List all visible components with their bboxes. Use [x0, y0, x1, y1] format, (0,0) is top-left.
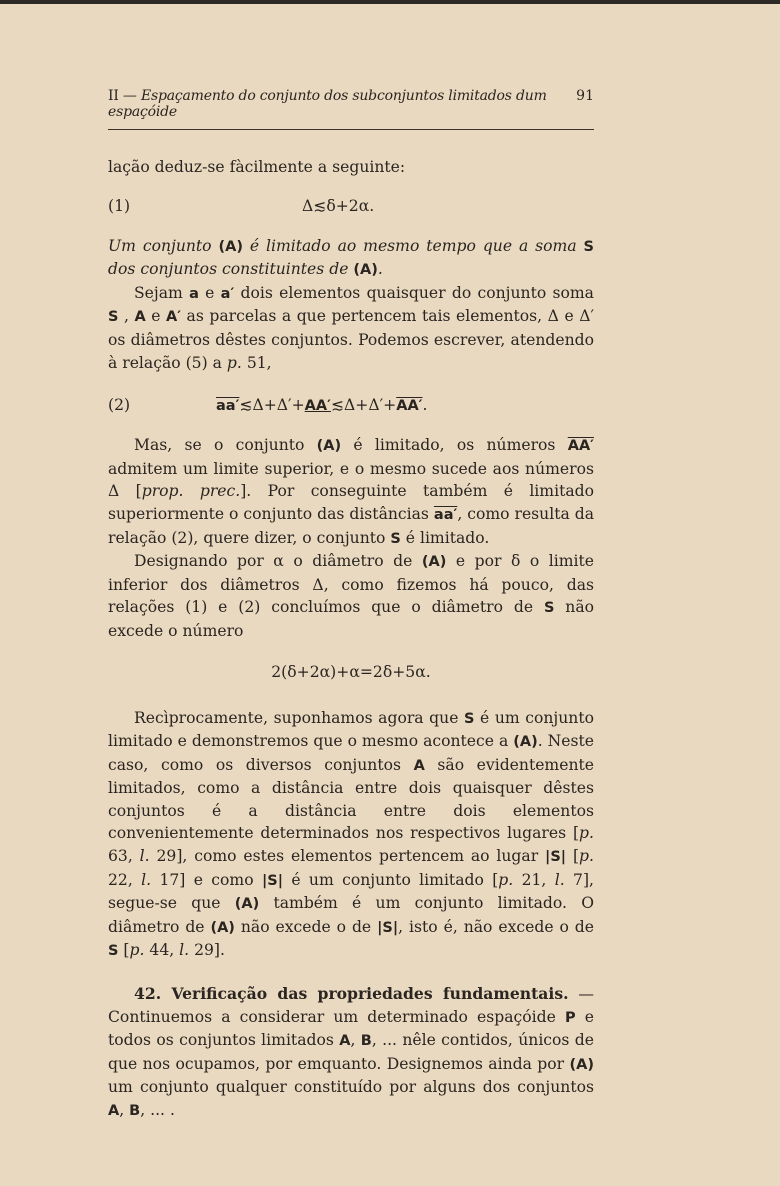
p5-text: 21, — [513, 870, 555, 889]
p5-text: , isto é, não excede o de — [398, 917, 594, 936]
eq2-distance-aa: aa′ — [216, 398, 240, 415]
header-chapter-title: — Espaçamento do conjunto dos subconjuntos limitados dum espaçóide — [108, 88, 547, 120]
p3-text: , como resulta da relação (2), quere dizer, o conjunto — [108, 504, 594, 547]
page-top-edge — [0, 0, 780, 4]
eq1-rest: ≲δ+2α. — [313, 196, 375, 215]
eq2-upper-distance: AA′ — [396, 398, 423, 415]
s42-text: um conjunto qualquer constituído por alguns dos conjuntos — [108, 1078, 594, 1097]
header-title — [108, 88, 576, 120]
p5-bold: |S| — [377, 919, 399, 936]
p3-text: é limitado, os números — [341, 436, 568, 455]
p3-text: Mas, se o conjunto — [134, 436, 317, 455]
p5-bold: S — [108, 943, 119, 960]
p2-text: e — [145, 307, 166, 326]
p5-text: [ — [118, 941, 130, 960]
equation-1 — [108, 195, 594, 217]
p2-bold: S — [108, 309, 119, 326]
paragraph-1: lação deduz-se fàcilmente a seguinte: — [108, 158, 406, 176]
p2-text: , — [118, 307, 135, 326]
p5-text: 44, — [144, 941, 180, 960]
s42-text: , ... . — [140, 1101, 175, 1119]
p3-distance: AA′ — [567, 438, 594, 455]
p4-bold: S — [543, 600, 555, 617]
eq2-text: ≲Δ+Δ′+ — [239, 396, 305, 415]
p5-bold: S — [464, 710, 475, 727]
s42-bold: A — [339, 1033, 351, 1050]
p5-text: também é um conjunto limitado. O diâmetro de — [108, 894, 594, 936]
p5-text: . Neste caso, como os diversos conjuntos — [108, 732, 594, 774]
paragraph-3 — [108, 434, 594, 550]
p5-text: são evidentemente limitados, como a distância entre dois quaisquer dêstes conjuntos é a distância entre dois elementos convenientemente determinados nos respectivos lugares [ — [108, 755, 594, 843]
book-page — [108, 88, 594, 1123]
equation-2-body — [216, 394, 427, 417]
p3-bold: S — [390, 530, 401, 547]
p2-text: dois elementos quaisquer do conjunto soma — [234, 283, 594, 302]
p4-bold: (A) — [421, 554, 447, 571]
paragraph-2 — [108, 282, 594, 374]
thm-part: . — [377, 260, 383, 279]
p5-bold: (A) — [234, 896, 260, 913]
p5-bold: |S| — [261, 872, 283, 889]
p5-ref: p. — [498, 870, 514, 889]
p3-ref: prop. prec. — [141, 482, 241, 501]
section-title: Verificação das propriedades fundamentais. — [161, 984, 569, 1004]
p5-text: 22, — [108, 870, 142, 889]
p5-ref: l. — [554, 870, 565, 889]
p5-bold: (A) — [210, 919, 235, 936]
p5-text: é um conjunto limitado [ — [283, 870, 499, 889]
p5-bold: |S| — [545, 849, 567, 866]
paragraph-5 — [108, 707, 594, 964]
p5-ref: l. — [139, 847, 150, 866]
p5-ref: l. — [179, 941, 190, 960]
p3-text: é limitado. — [400, 528, 490, 547]
p4-text: não excede o número — [108, 598, 595, 640]
header-chapter-number: II — [108, 88, 119, 104]
s42-text: , — [119, 1101, 130, 1119]
p5-ref: p. — [129, 941, 145, 960]
p5-text: Recìprocamente, suponhamos agora que — [134, 708, 465, 727]
thm-part: Um conjunto — [108, 236, 219, 255]
p2-bold: A′ — [165, 309, 182, 326]
p5-ref: l. — [141, 870, 152, 889]
s42-text: , — [350, 1031, 361, 1050]
p5-text: é um conjunto limitado e demonstremos que o mesmo acontece a — [108, 708, 594, 751]
p2-bold: A — [134, 309, 146, 326]
p2-text: Sejam — [134, 283, 190, 302]
eq1-delta: Δ — [302, 196, 314, 215]
equation-2 — [108, 394, 594, 416]
p2-bold: a — [189, 285, 199, 302]
equation-2-number: (2) — [108, 396, 131, 415]
p5-text: 63, — [108, 847, 140, 866]
p5-text: não excede o de — [234, 917, 378, 936]
s42-bold: B — [129, 1103, 141, 1119]
p5-text: 29], como estes elementos pertencem ao lugar — [149, 847, 546, 866]
paragraph-4 — [108, 550, 594, 642]
eq2-text: . — [422, 396, 428, 415]
p3-text: admitem um limite superior, e o mesmo sucede aos números Δ [ — [108, 459, 594, 501]
s42-text: , ... nêle contidos, únicos de que nos ocupamos, por emquanto. Designemos ainda por — [108, 1031, 594, 1073]
theorem-statement — [108, 235, 594, 282]
thm-set-S: S — [583, 238, 594, 255]
p4-text: Designando por α o diâmetro de — [134, 552, 422, 571]
eq2-lower-distance: AA′ — [304, 398, 331, 415]
p5-text: 17] e como — [151, 870, 262, 889]
p5-bold: (A) — [513, 734, 538, 751]
s42-text: — Continuemos a considerar um determinado espaçóide — [108, 985, 594, 1026]
equation-1-body — [302, 195, 374, 217]
s42-bold: B — [360, 1033, 372, 1050]
thm-part: dos conjuntos constituintes de — [108, 260, 354, 279]
p2-text: e — [198, 283, 221, 302]
p5-ref: p. — [579, 847, 594, 866]
p5-text: 7], segue-se que — [108, 870, 595, 913]
s42-bold: (A) — [569, 1056, 594, 1073]
section-number: 42. — [134, 984, 162, 1004]
running-header — [108, 88, 594, 130]
p5-bold: A — [413, 757, 425, 774]
thm-set-A: (A) — [218, 238, 243, 255]
p5-ref: p. — [579, 824, 594, 843]
s42-bold: P — [565, 1009, 576, 1026]
p3-text: ]. Por conseguinte também é limitado superiormente o conjunto das distâncias — [108, 482, 595, 523]
s42-text: e todos os conjuntos limitados — [108, 1007, 594, 1050]
equation-3: 2(δ+2α)+α=2δ+5α. — [271, 662, 431, 681]
p5-text: 29]. — [189, 941, 225, 960]
p3-bold: (A) — [316, 438, 342, 455]
thm-part: é limitado ao mesmo tempo que a soma — [242, 236, 584, 255]
p2-text: as parcelas a que pertencem tais elementos, Δ e Δ′ os diâmetros dêstes conjuntos. Podemos escrever, atendendo à relação (5) a — [108, 307, 595, 372]
section-42 — [108, 983, 594, 1123]
p5-text: [ — [566, 847, 580, 866]
p3-distance: aa′ — [433, 506, 458, 523]
p2-bold: a′ — [220, 285, 235, 302]
s42-bold: A — [108, 1103, 120, 1119]
equation-1-number: (1) — [108, 196, 131, 215]
page-number: 91 — [576, 88, 594, 104]
p2-page-ref: p. — [226, 353, 242, 372]
thm-set-A: (A) — [353, 262, 378, 279]
p4-text: e por δ o limite inferior dos diâmetros Δ, como fizemos há pouco, das relações (1) e (2) concluímos que o diâmetro de — [108, 552, 594, 617]
eq2-text: ≲Δ+Δ′+ — [330, 396, 397, 415]
p2-text: 51, — [241, 353, 272, 372]
